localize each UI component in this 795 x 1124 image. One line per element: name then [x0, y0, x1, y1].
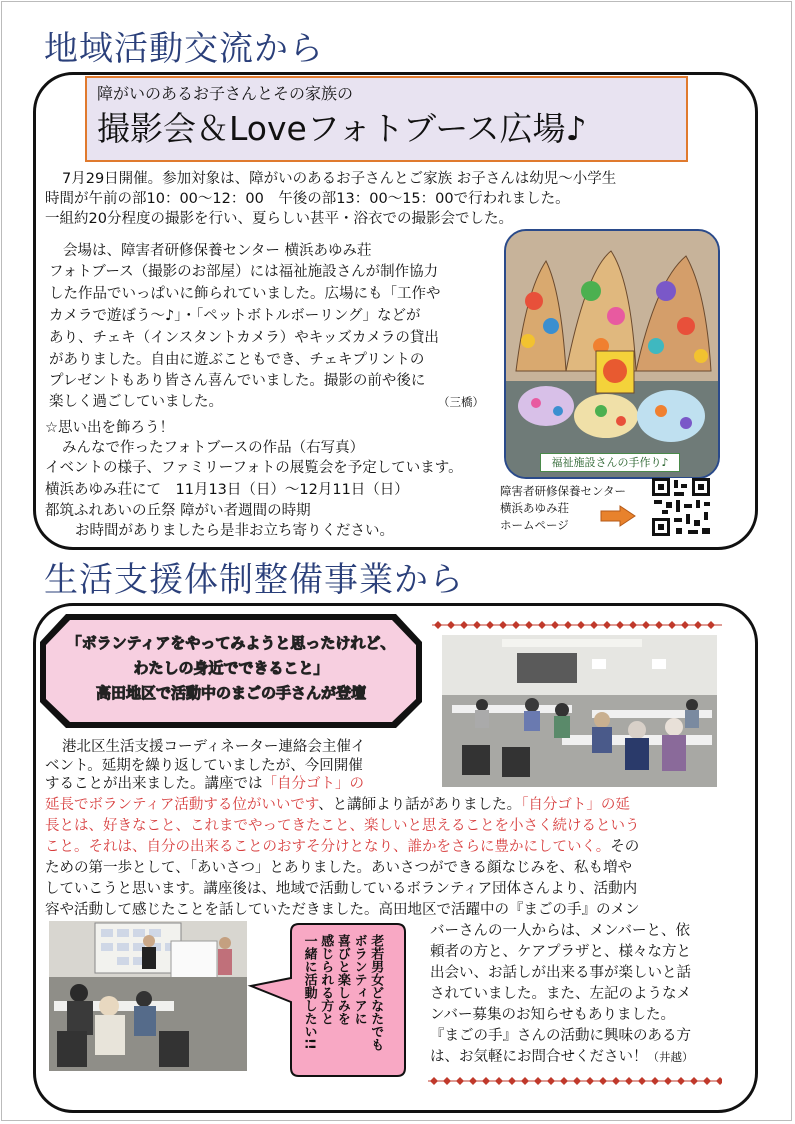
- notice-line-1: ☆思い出を飾ろう！: [45, 420, 174, 436]
- diamond-ornament: [616, 621, 624, 629]
- photo-caption-text: 福祉施設さんの手作り♪: [551, 456, 669, 469]
- diamond-ornament: [460, 621, 468, 629]
- arrow-right-icon: [600, 505, 636, 527]
- qr-label-2: 横浜あゆみ荘: [500, 501, 569, 515]
- body-line-4: カメラで遊ぼう～♪」・「ペットボトルボーリング」などが: [49, 308, 421, 324]
- title-line-3: 高田地区で活動中のまごの手さんが登壇: [95, 684, 366, 702]
- body-line-8: 楽しく過ごしていました。: [49, 394, 223, 410]
- diamond-ornament: [586, 1077, 594, 1085]
- photo-caption: [540, 453, 680, 472]
- diamond-ornament: [547, 1077, 555, 1085]
- diamond-ornament: [677, 1077, 685, 1085]
- s2-line-5: 長とは、好きなこと、これまでやってきたこと、楽しいと思えることを小さく続けるという: [45, 818, 640, 834]
- notice-line-2: みんなで作ったフォトブースの作品（右写真）: [62, 440, 365, 456]
- diamond-ornament: [534, 1077, 542, 1085]
- diamond-border-bottom: [428, 1076, 722, 1086]
- diamond-ornament: [681, 621, 689, 629]
- bubble-line-5: 一緒に活動したい!!: [301, 934, 317, 1050]
- qr-code-icon[interactable]: [652, 478, 710, 536]
- right-line-1: バーさんの一人からは、メンバーと、依: [430, 923, 690, 939]
- diamond-ornament: [508, 1077, 516, 1085]
- right-line-4: されていました。また、左記のようなメ: [430, 986, 691, 1002]
- right-line-6: 『まごの手』さんの活動に興味のある方: [430, 1028, 691, 1044]
- diamond-ornament: [651, 1077, 659, 1085]
- photobooth-photo: [504, 229, 720, 479]
- body-line-3: した作品でいっぱいに飾られていました。広場にも「工作や: [49, 286, 441, 302]
- diamond-ornament: [690, 1077, 698, 1085]
- diamond-ornament: [551, 621, 559, 629]
- diamond-ornament: [664, 1077, 672, 1085]
- qr-label-1: 障害者研修保養センター: [500, 484, 627, 498]
- section1-heading: 地域活動交流から: [44, 29, 324, 69]
- s2-line-4-text: 、と講師より話がありました。: [318, 797, 522, 813]
- title-line-2: わたしの身近でできること」: [133, 659, 329, 677]
- diamond-ornament: [564, 621, 572, 629]
- notice-line-3: イベントの様子、ファミリーフォトの展覧会を予定しています。: [45, 460, 463, 476]
- s2-line-1: 港北区生活支援コーディネーター連絡会主催イ: [62, 739, 366, 755]
- author-mitsuhashi: （三橋）: [438, 395, 484, 409]
- diamond-ornament: [707, 621, 715, 629]
- diamond-ornament: [512, 621, 520, 629]
- diamond-ornament: [456, 1077, 464, 1085]
- diamond-border-top: [432, 620, 722, 630]
- diamond-ornament: [716, 1077, 722, 1085]
- s2-line-6-red: こと。それは、自分の出来ることのおすそ分けとなり、誰かをさらに豊かにしていく。: [45, 839, 611, 855]
- intro-line-2: 時間が午前の部10：00～12：00 午後の部13：00～15：00で行われました。: [45, 191, 570, 207]
- diamond-ornament: [495, 1077, 503, 1085]
- banner-subtitle: 障がいのあるお子さんとその家族の: [97, 84, 354, 103]
- diamond-ornament: [577, 621, 585, 629]
- diamond-ornament: [482, 1077, 490, 1085]
- diamond-ornament: [655, 621, 663, 629]
- bubble-line-4: 感じられる方と: [318, 934, 334, 1025]
- diamond-ornament: [538, 621, 546, 629]
- bubble-line-2: ボランティアに: [351, 934, 367, 1025]
- diamond-ornament: [473, 621, 481, 629]
- title-line-1: 「ボランティアをやってみようと思ったけれど、: [66, 634, 396, 652]
- diamond-ornament: [469, 1077, 477, 1085]
- s2-line-3: [45, 777, 364, 792]
- s2-line-4: [45, 798, 630, 813]
- s2-line-8: していこうと思います。講座後は、地域で活動しているボランティア団体さんより、活動内: [45, 881, 638, 897]
- right-line-5: ンバー募集のお知らせもありました。: [430, 1007, 676, 1023]
- notice-line-5: 都筑ふれあいの丘祭 障がい者週間の時期: [45, 503, 311, 519]
- intro-line-3: 一組約20分程度の撮影を行い、夏らしい甚平・浴衣での撮影会でした。: [45, 211, 513, 227]
- diamond-ornament: [521, 1077, 529, 1085]
- s2-line-2: ベント。延期を繰り返していましたが、今回開催: [45, 758, 363, 774]
- body-line-2: フォトブース（撮影のお部屋）には福祉施設さんが制作協力: [49, 264, 439, 280]
- right-line-7-text: は、お気軽にお問合せください！: [430, 1049, 648, 1065]
- body-line-6: がありました。自由に遊ぶこともでき、チェキプリントの: [49, 352, 425, 368]
- diamond-ornament: [499, 621, 507, 629]
- seminar-photo: [442, 635, 717, 787]
- diamond-ornament: [573, 1077, 581, 1085]
- banner-title: 撮影会＆Loveフォトブース広場♪: [97, 109, 587, 148]
- diamond-ornament: [447, 621, 455, 629]
- right-line-2: 頼者の方と、ケアプラザと、様々な方と: [430, 944, 691, 960]
- notice-line-4: 横浜あゆみ荘にて 11月13日（日）～12月11日（日）: [45, 482, 409, 498]
- diamond-ornament: [560, 1077, 568, 1085]
- event-banner: [85, 76, 688, 162]
- diamond-ornament: [694, 621, 702, 629]
- photobooth-photo-image: [506, 231, 718, 477]
- seminar-photo-image: [442, 635, 717, 787]
- s2-line-9: 容や活動して感じたことを話していただきました。高田地区で活躍中の『まごの手』のメン: [45, 902, 640, 918]
- diamond-ornament: [625, 1077, 633, 1085]
- qr-label-3: ホームページ: [500, 518, 569, 532]
- author-ikoshi: （井越）: [647, 1050, 694, 1064]
- s2-line-3-red: 「自分ゴト」の: [262, 776, 364, 792]
- bubble-text: [302, 934, 382, 1074]
- diamond-ornament: [612, 1077, 620, 1085]
- diamond-ornament: [486, 621, 494, 629]
- bubble-line-1: 老若男女どなたでも: [368, 934, 384, 1051]
- section2-heading: 生活支援体制整備事業から: [44, 560, 464, 600]
- diamond-ornament: [434, 621, 442, 629]
- diamond-ornament: [443, 1077, 451, 1085]
- presentation-photo: [49, 921, 247, 1071]
- s2-line-4-red2: 「自分ゴト」の延: [521, 797, 630, 813]
- bubble-line-3: 喜びと楽しみを: [334, 934, 350, 1025]
- right-line-3: 出会い、お話しが出来る事が楽しいと話: [430, 965, 691, 981]
- diamond-ornament: [668, 621, 676, 629]
- notice-line-6: お時間がありましたら是非お立ち寄りください。: [75, 523, 394, 539]
- diamond-ornament: [629, 621, 637, 629]
- intro-line-1: 7月29日開催。参加対象は、障がいのあるお子さんとご家族 お子さんは幼児～小学生: [62, 171, 617, 187]
- diamond-ornament: [703, 1077, 711, 1085]
- diamond-ornament: [430, 1077, 438, 1085]
- diamond-ornament: [642, 621, 650, 629]
- s2-line-4-red: 延長でボランティア活動する位がいいです: [45, 797, 319, 813]
- body-line-1: 会場は、障害者研修保養センター 横浜あゆみ荘: [63, 243, 372, 259]
- s2-line-6-text: その: [610, 839, 640, 855]
- s2-line-3-text: することが出来ました。講座では: [45, 776, 263, 792]
- s2-line-7: ための第一歩として、「あいさつ」とありました。あいさつができる顔なじみを、私も増や: [45, 860, 632, 876]
- body-line-5: あり、チェキ（インスタントカメラ）やキッズカメラの貸出: [49, 330, 439, 346]
- diamond-ornament: [599, 1077, 607, 1085]
- right-line-7: [430, 1050, 694, 1065]
- diamond-ornament: [590, 621, 598, 629]
- presentation-photo-image: [49, 921, 247, 1071]
- diamond-ornament: [603, 621, 611, 629]
- diamond-ornament: [525, 621, 533, 629]
- s2-line-6: [45, 840, 639, 855]
- diamond-ornament: [638, 1077, 646, 1085]
- body-line-7: プレゼントもあり皆さん喜んでいました。撮影の前や後に: [49, 373, 426, 389]
